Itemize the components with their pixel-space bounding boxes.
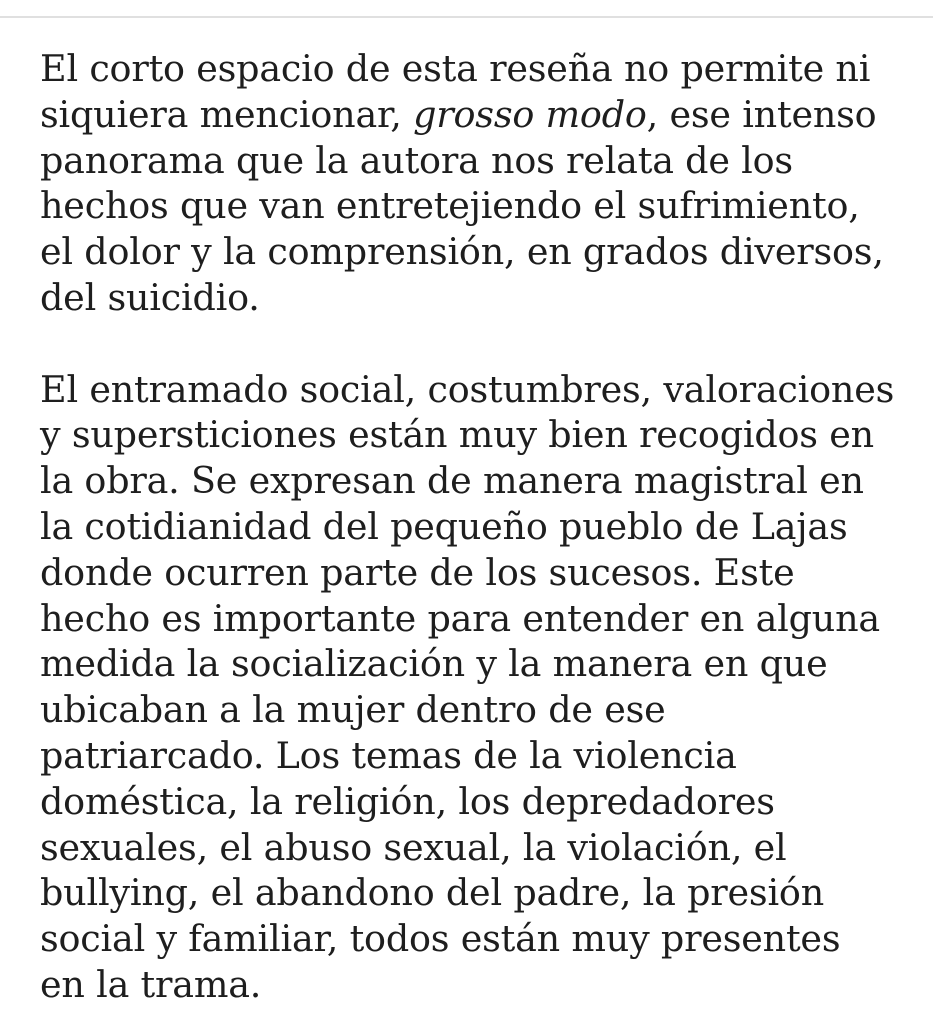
paragraph-2-line: doméstica, la religión, los depredadores (40, 779, 775, 823)
paragraph-2-line: medida la socialización y la manera en que (40, 642, 828, 686)
paragraph-2-line: la cotidianidad del pequeño pueblo de Lajas (40, 504, 848, 548)
paragraph-2-line: la obra. Se expresan de manera magistral en (40, 459, 864, 503)
paragraph-2-line: El entramado social, costumbres, valoraciones (40, 367, 895, 411)
paragraph-2-line: y supersticiones están muy bien recogidos en (40, 413, 874, 457)
line-text: siquiera mencionar, (40, 92, 414, 136)
paragraph-1-line: panorama que la autora nos relata de los (40, 138, 793, 182)
paragraph-2-line: social y familiar, todos están muy presentes (40, 917, 841, 961)
paragraph-1-line (40, 92, 920, 138)
paragraph-2-line: sexuales, el abuso sexual, la violación, el (40, 825, 787, 869)
paragraph-2-line: patriarcado. Los temas de la violencia (40, 733, 737, 777)
paragraph-1-line: El corto espacio de esta reseña no permite ni (40, 47, 871, 90)
top-divider (0, 16, 933, 18)
article-body (40, 46, 920, 1008)
italic-phrase: grosso modo (413, 92, 647, 136)
paragraph-2 (40, 367, 920, 1008)
paragraph-spacer (40, 321, 920, 367)
paragraph-2-line: bullying, el abandono del padre, la presión (40, 871, 825, 915)
paragraph-2-line: hecho es importante para entender en alguna (40, 596, 880, 640)
line-text: , ese intenso (646, 92, 877, 136)
paragraph-2-line: ubicaban a la mujer dentro de ese (40, 688, 666, 732)
paragraph-2-line: donde ocurren parte de los sucesos. Este (40, 550, 795, 594)
paragraph-1 (40, 46, 920, 321)
paragraph-1-line: del suicidio. (40, 275, 260, 319)
paragraph-2-line: en la trama. (40, 962, 262, 1006)
paragraph-1-line: el dolor y la comprensión, en grados diversos, (40, 230, 884, 274)
paragraph-1-line: hechos que van entretejiendo el sufrimiento, (40, 184, 860, 228)
